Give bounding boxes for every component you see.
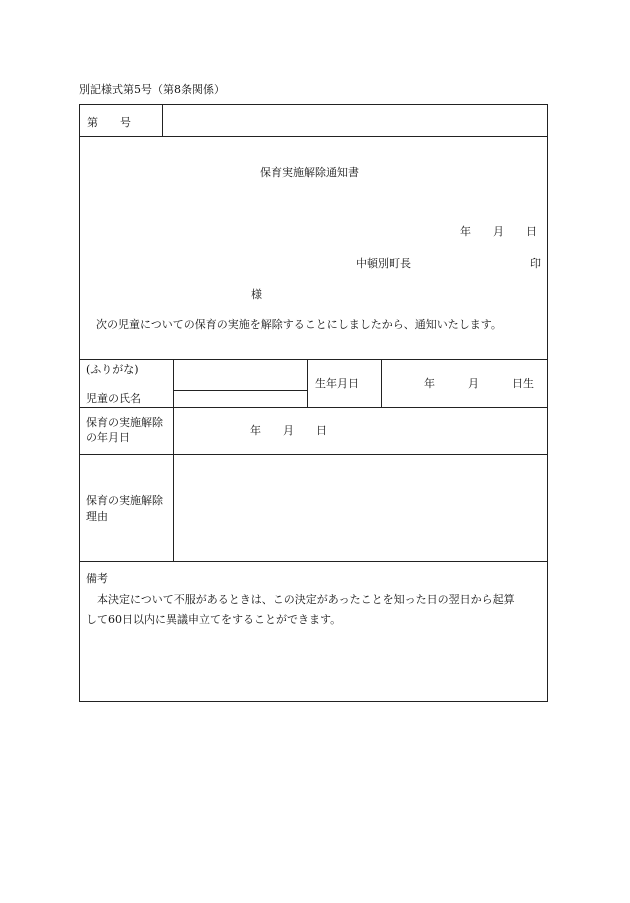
addressee-suffix: 様 [251,288,262,301]
document-number-label: 第 号 [87,116,131,129]
remarks-line-1: 本決定について不服があるときは、この決定があったことを知った日の翌日から起算 [97,593,515,606]
rule-birth-divider [381,359,382,407]
cancel-date-label-2: の年月日 [86,431,130,444]
rule-header [80,136,547,137]
remarks-heading: 備考 [86,572,108,585]
issuer-name: 中頓別町長 [356,257,411,270]
rule-name-divider [307,359,308,407]
rule-notice-bottom [80,359,547,360]
reason-label-1: 保育の実施解除 [86,494,163,507]
rule-date-bottom [80,454,547,455]
rule-reason-bottom [80,561,547,562]
notice-form [79,104,548,702]
issue-date: 年 月 日 [460,225,537,238]
notice-body: 次の児童についての保育の実施を解除することにしましたから、通知いたします。 [96,318,502,331]
seal-mark: 印 [530,257,541,270]
rule-child-bottom [80,407,547,408]
furigana-label: (ふりがな) [86,363,139,376]
cancel-date-label-1: 保育の実施解除 [86,416,163,429]
rule-furigana [173,390,307,391]
birthdate-label: 生年月日 [315,377,359,390]
remarks-line-2: して60日以内に異議申立てをすることができます。 [86,613,342,626]
rule-label-divider [173,359,174,561]
child-name-label: 児童の氏名 [86,392,141,405]
rule-number-divider [162,105,163,136]
form-caption: 別記様式第5号（第8条関係） [79,83,225,96]
document-title: 保育実施解除通知書 [260,166,359,179]
birthdate-value: 年 月 日生 [424,377,534,390]
cancel-date-value: 年 月 日 [250,424,327,437]
reason-label-2: 理由 [86,510,108,523]
